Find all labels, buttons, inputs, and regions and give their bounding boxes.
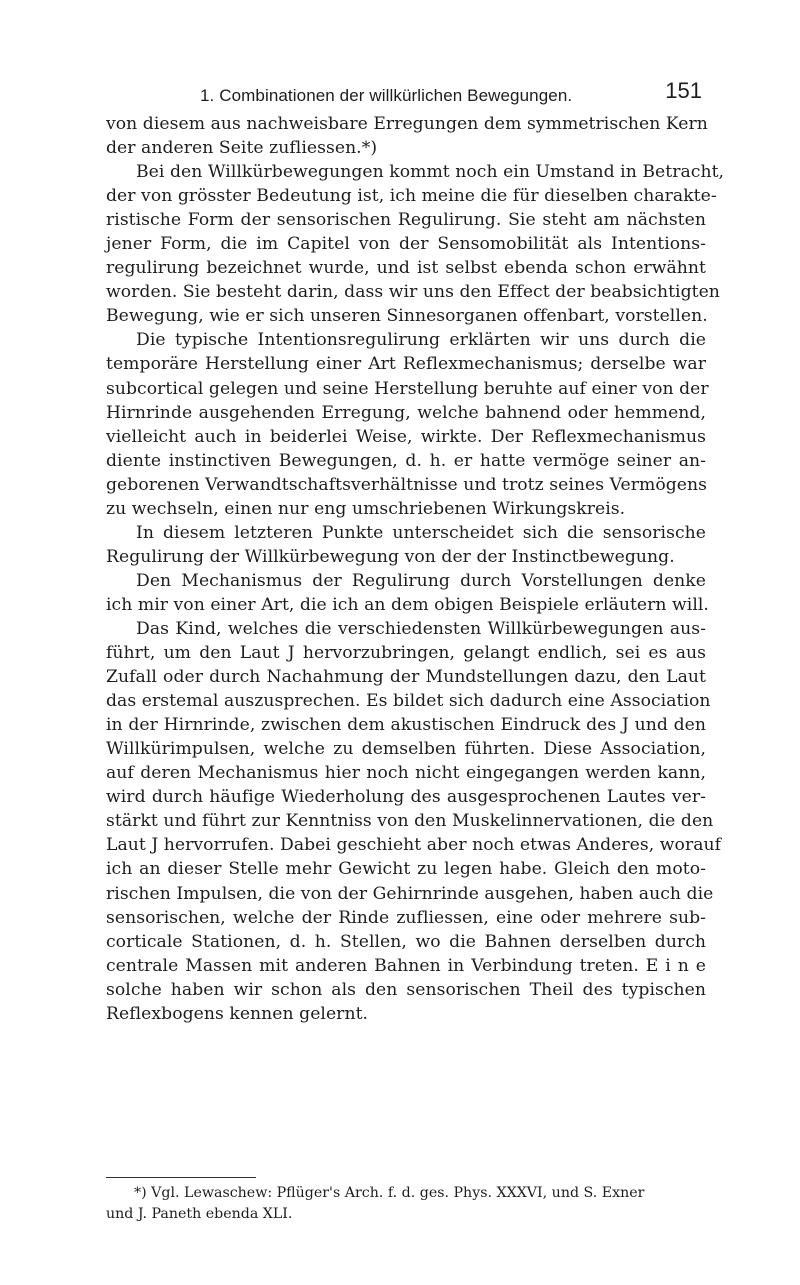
text-line: Bei den Willkürbewegungen kommt noch ein Umstand in Betracht,: [136, 162, 725, 183]
text-line: von diesem aus nachweisbare Erregungen dem symmetrischen Kern: [106, 114, 708, 134]
text-line: subcortical gelegen und seine Herstellung beruhte auf einer von der: [106, 378, 709, 399]
text-line: Willkürimpulsen, welche zu demselben führten. Diese Association,: [106, 739, 706, 760]
text-line: der anderen Seite zufliessen.*): [106, 138, 378, 159]
text-line: der von grösster Bedeutung ist, ich meine die für dieselben charakte-: [106, 186, 717, 207]
text-line: geborenen Verwandtschaftsverhältnisse und trotz seines Vermögens: [106, 474, 707, 495]
text-line: Regulirung der Willkürbewegung von der der Instinctbewegung.: [106, 546, 675, 567]
text-line: sensorischen, welche der Rinde zufliessen, eine oder mehrere sub-: [106, 907, 706, 928]
page-number: 151: [665, 78, 702, 103]
text-line: jener Form, die im Capitel von der Sensomobilität als Intentions-: [106, 234, 706, 255]
text-line: rischen Impulsen, die von der Gehirnrinde ausgehen, haben auch die: [106, 883, 714, 904]
footnote-line: und J. Paneth ebenda XLI.: [106, 1206, 293, 1222]
running-title: 1. Combinationen der willkürlichen Bewegungen.: [200, 86, 573, 105]
footnote-divider: [106, 1177, 256, 1178]
text-line: wird durch häufige Wiederholung des ausgesprochenen Lautes ver-: [106, 787, 706, 808]
text-line: stärkt und führt zur Kenntniss von den Muskelinnervationen, die den: [106, 811, 714, 832]
text-line: vielleicht auch in beiderlei Weise, wirkte. Der Reflexmechanismus: [106, 426, 706, 447]
text-line: Reflexbogens kennen gelernt.: [106, 1003, 369, 1024]
text-line: Zufall oder durch Nachahmung der Mundstellungen dazu, den Laut: [106, 667, 706, 688]
text-line: solche haben wir schon als den sensorischen Theil des typischen: [106, 979, 706, 1000]
text-line: diente instinctiven Bewegungen, d. h. er hatte vermöge seiner an-: [106, 450, 706, 471]
running-head: [106, 76, 710, 108]
body-text: [106, 112, 725, 1026]
text-line: Bewegung, wie er sich unseren Sinnesorganen offenbart, vorstellen.: [106, 306, 708, 327]
text-line: worden. Sie besteht darin, dass wir uns den Effect der beabsichtigten: [106, 282, 720, 303]
text-line: führt, um den Laut J hervorzubringen, gelangt endlich, sei es aus: [106, 643, 706, 664]
text-line: temporäre Herstellung einer Art Reflexmechanismus; derselbe war: [106, 354, 706, 375]
text-line: Laut J hervorrufen. Dabei geschieht aber noch etwas Anderes, worauf: [106, 835, 722, 856]
text-line: corticale Stationen, d. h. Stellen, wo die Bahnen derselben durch: [106, 931, 706, 952]
text-line: Den Mechanismus der Regulirung durch Vorstellungen denke: [136, 570, 706, 591]
text-line: das erstemal auszusprechen. Es bildet sich dadurch eine Association: [106, 691, 711, 712]
text-line: centrale Massen mit anderen Bahnen in Verbindung treten. E i n e: [106, 955, 706, 976]
footnote-line: *) Vgl. Lewaschew: Pflüger's Arch. f. d. ges. Phys. XXXVI, und S. Exner: [134, 1185, 645, 1201]
text-line: ristische Form der sensorischen Regulirung. Sie steht am nächsten: [106, 210, 706, 231]
text-line: Das Kind, welches die verschiedensten Willkürbewegungen aus-: [136, 618, 706, 639]
text-line: ich an dieser Stelle mehr Gewicht zu legen habe. Gleich den moto-: [106, 859, 706, 880]
text-line: in der Hirnrinde, zwischen dem akustischen Eindruck des J und den: [106, 715, 706, 736]
text-line: Hirnrinde ausgehenden Erregung, welche bahnend oder hemmend,: [106, 402, 706, 423]
text-line: auf deren Mechanismus hier noch nicht eingegangen werden kann,: [106, 763, 706, 784]
text-line: regulirung bezeichnet wurde, und ist selbst ebenda schon erwähnt: [106, 258, 706, 279]
text-line: In diesem letzteren Punkte unterscheidet sich die sensorische: [136, 522, 706, 543]
text-line: zu wechseln, einen nur eng umschriebenen Wirkungskreis.: [106, 498, 626, 519]
text-line: ich mir von einer Art, die ich an dem obigen Beispiele erläutern will.: [106, 594, 709, 615]
text-line: Die typische Intentionsregulirung erklärten wir uns durch die: [136, 330, 706, 351]
footnote: [106, 1183, 706, 1225]
